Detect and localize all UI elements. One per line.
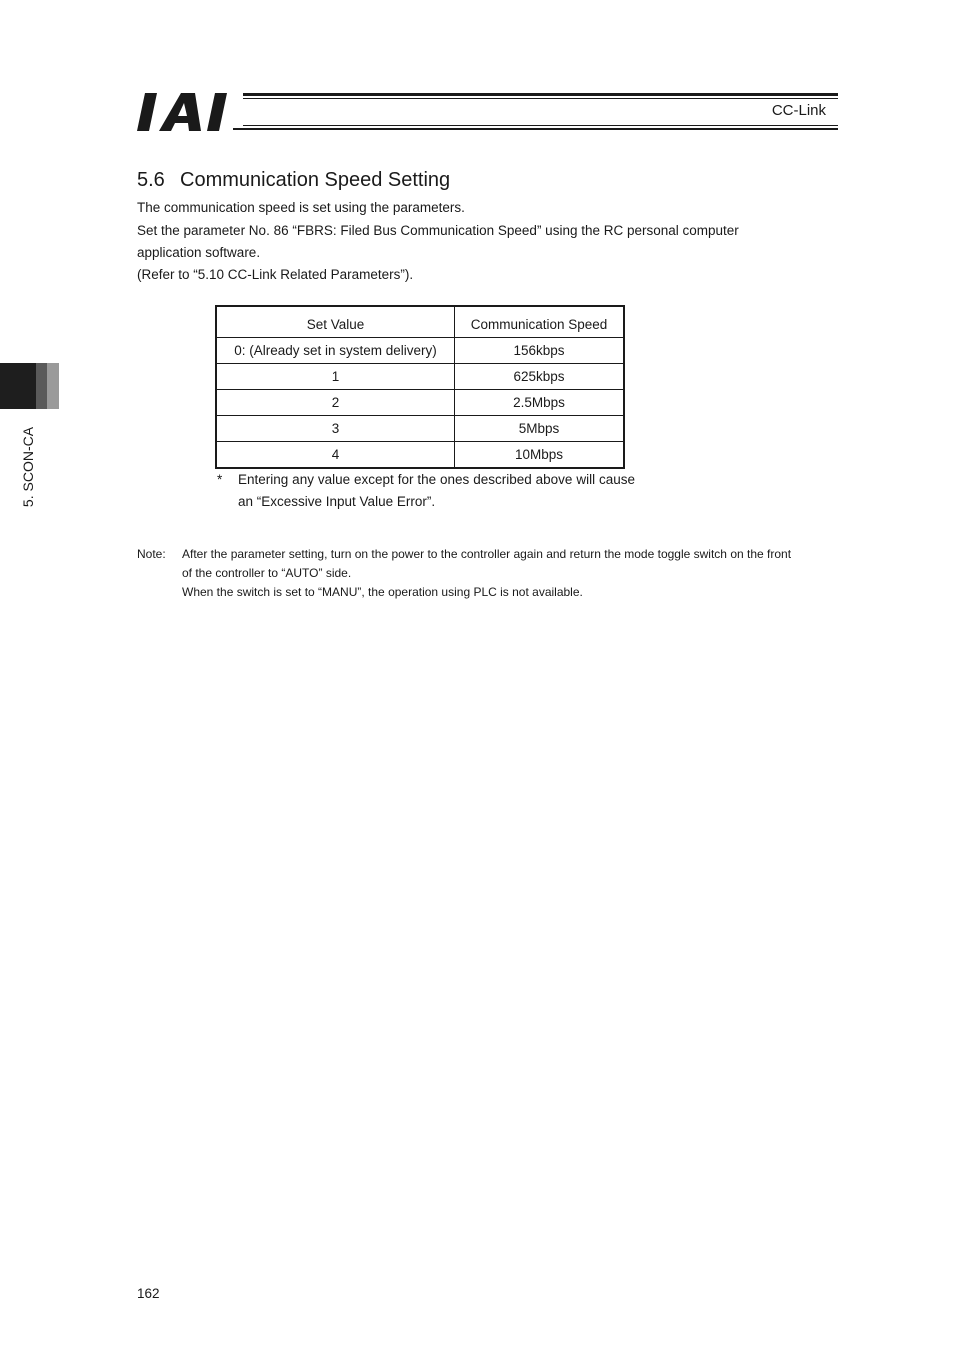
header-rule — [243, 125, 838, 126]
speed-cell: 625kbps — [455, 364, 625, 390]
header-rule — [243, 98, 838, 99]
note-block — [137, 545, 837, 602]
speed-cell: 2.5Mbps — [455, 390, 625, 416]
set-value-cell: 2 — [216, 390, 455, 416]
set-value-cell: 0: (Already set in system delivery) — [216, 338, 455, 364]
speed-cell: 5Mbps — [455, 416, 625, 442]
table-row — [216, 416, 624, 442]
header-section-label: CC-Link — [771, 102, 826, 119]
table-header-row — [216, 306, 624, 338]
table-row — [216, 442, 624, 469]
communication-speed-table — [215, 305, 625, 469]
header-rule — [233, 128, 838, 130]
table-row — [216, 364, 624, 390]
table-row — [216, 390, 624, 416]
iai-logo — [137, 93, 237, 131]
table-row — [216, 338, 624, 364]
speed-cell: 156kbps — [455, 338, 625, 364]
footnote-mark: * — [217, 472, 223, 487]
table-header-cell: Communication Speed — [455, 306, 625, 338]
table-header-cell: Set Value — [216, 306, 455, 338]
set-value-cell: 3 — [216, 416, 455, 442]
speed-cell: 10Mbps — [455, 442, 625, 469]
body-paragraph: (Refer to “5.10 CC-Link Related Parameters”). — [137, 267, 414, 282]
set-value-cell: 4 — [216, 442, 455, 469]
note-line: When the switch is set to “MANU”, the operation using PLC is not available. — [182, 585, 583, 599]
body-paragraph: The communication speed is set using the parameters. — [137, 200, 465, 215]
table-footnote — [217, 469, 635, 513]
note-line: After the parameter setting, turn on the power to the controller again and return the mode toggle switch on the front — [182, 547, 792, 561]
section-heading: Communication Speed Setting — [180, 169, 451, 191]
chapter-tab-marker — [0, 363, 36, 409]
note-line: of the controller to “AUTO” side. — [182, 566, 352, 580]
page-number: 162 — [137, 1286, 160, 1301]
body-paragraph: Set the parameter No. 86 “FBRS: Filed Bus Communication Speed” using the RC personal computer — [137, 223, 739, 238]
set-value-cell: 1 — [216, 364, 455, 390]
section-title — [137, 169, 450, 192]
chapter-tab-label: 5. SCON-CA — [20, 426, 36, 508]
header-rule — [243, 93, 838, 96]
body-paragraph: application software. — [137, 245, 261, 260]
footnote-text: Entering any value except for the ones described above will cause an “Excessive Input Value Error”. — [238, 472, 635, 509]
note-label: Note: — [137, 547, 166, 561]
chapter-tab-marker — [36, 363, 47, 409]
chapter-tab-marker — [47, 363, 59, 409]
section-number: 5.6 — [137, 169, 165, 191]
